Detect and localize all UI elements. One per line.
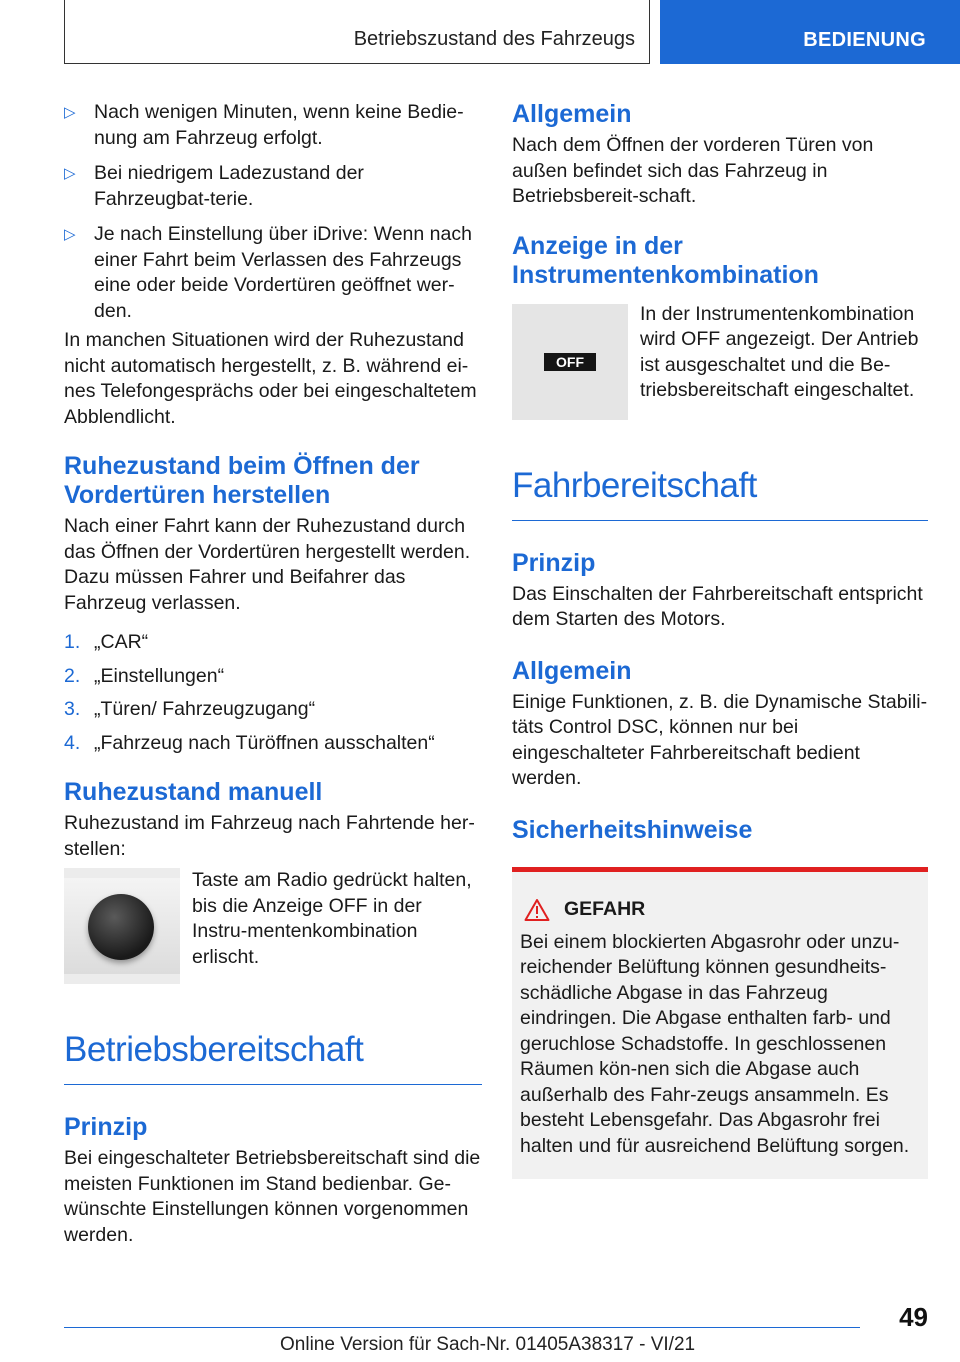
figure-row [64, 868, 482, 984]
off-indicator: OFF [544, 353, 596, 371]
paragraph: Ruhezustand im Fahrzeug nach Fahrtende her-stellen: [64, 812, 475, 860]
off-display-image [512, 304, 628, 420]
section-heading: Ruhezustand manuell [64, 778, 323, 806]
warning-header [520, 898, 920, 922]
paragraph: Einige Funktionen, z. B. die Dynamische Stabili-täts Control DSC, können nur bei eingeschalteter Fahrbereitschaft bedient werden. [512, 690, 928, 789]
header-frame [64, 0, 650, 64]
footer-divider [64, 1327, 860, 1328]
danger-warning-box [512, 867, 928, 1180]
chapter-heading: Fahrbereitschaft [512, 466, 928, 521]
triangle-bullet-icon: ▷ [64, 165, 76, 182]
section-heading: Allgemein [512, 100, 632, 128]
section-heading: Prinzip [512, 548, 596, 577]
section-heading: Prinzip [64, 1113, 148, 1141]
paragraph: In manchen Situationen wird der Ruhezustand nicht automatisch hergestellt, z. B. während ei-nes Telefongesprächs oder bei eingeschaltetem Abblendlicht. [64, 329, 477, 428]
page-number: 49 [899, 1302, 928, 1332]
chapter-heading: Betriebsbereitschaft [64, 1030, 482, 1085]
header-title: Betriebszustand des Fahrzeugs [353, 28, 635, 50]
figure-row [512, 304, 928, 420]
list-item: ▷ Je nach Einstellung über iDrive: Wenn nach einer Fahrt beim Verlassen des Fahrzeugs eine oder beide Vordertüren geöffnet wer-den. [64, 223, 472, 322]
section-heading: Allgemein [512, 656, 632, 685]
figure-caption: Taste am Radio gedrückt halten, bis die Anzeige OFF in der Instru-mentenkombination erlischt. [192, 869, 472, 968]
header-section-label: BEDIENUNG [803, 29, 926, 51]
list-item: ▷ Bei niedrigem Ladezustand der Fahrzeugbat-terie. [64, 162, 364, 210]
list-item: 3. „Türen/ Fahrzeugzugang“ [64, 698, 316, 720]
paragraph: Das Einschalten der Fahrbereitschaft entspricht dem Starten des Motors. [512, 582, 923, 630]
right-column [512, 100, 928, 1179]
paragraph: Nach einer Fahrt kann der Ruhezustand durch das Öffnen der Vordertüren hergestellt werden. Dazu müssen Fahrer und Beifahrer das Fahrzeug verlassen. [64, 515, 471, 614]
section-heading: Sicherheitshinweise [512, 815, 753, 844]
paragraph: Bei eingeschalteter Betriebsbereitschaft sind die meisten Funktionen im Stand bedienbar. Ge-wünschte Einstellungen können vorgenommen werden. [64, 1147, 481, 1246]
triangle-bullet-icon: ▷ [64, 104, 76, 121]
left-column [64, 100, 482, 1248]
list-item: 2. „Einstellungen“ [64, 664, 225, 687]
header-section-tab [660, 0, 960, 64]
radio-knob-image [64, 868, 180, 984]
warning-text: Bei einem blockierten Abgasrohr oder unzu-reichender Belüftung können gesundheits-schädliche Abgase in das Fahrzeug eindringen. Die Abgase enthalten farb- und geruchlose Schadstoffe. In geschlossenen Räumen kön-nen sich die Abgase auch außerhalb des Fahr-zeugs ansammeln. Es besteht Lebensgefahr. Das Abgasrohr frei halten und für ausreichend Belüftung sorgen. [520, 930, 910, 1157]
knob-icon [88, 894, 154, 960]
list-item: 4. „Fahrzeug nach Türöffnen ausschalten“ [64, 731, 435, 754]
list-item: 1. „CAR“ [64, 631, 149, 653]
section-heading: Ruhezustand beim Öffnen der Vordertüren herstellen [64, 452, 420, 509]
warning-triangle-icon [524, 898, 550, 922]
list-item: ▷ Nach wenigen Minuten, wenn keine Bedie-nung am Fahrzeug erfolgt. [64, 101, 464, 149]
footer-text: Online Version für Sach-Nr. 01405A38317 - VI/21 [280, 1334, 696, 1355]
section-heading: Anzeige in der Instrumentenkombination [512, 231, 819, 289]
figure-caption: In der Instrumentenkombination wird OFF angezeigt. Der Antrieb ist ausgeschaltet und die Be-triebsbereitschaft eingeschaltet. [640, 302, 919, 401]
paragraph: Nach dem Öffnen der vorderen Türen von außen befindet sich das Fahrzeug in Betriebsbereit-schaft. [512, 134, 874, 207]
warning-label: GEFAHR [564, 898, 646, 920]
triangle-bullet-icon: ▷ [64, 226, 76, 243]
